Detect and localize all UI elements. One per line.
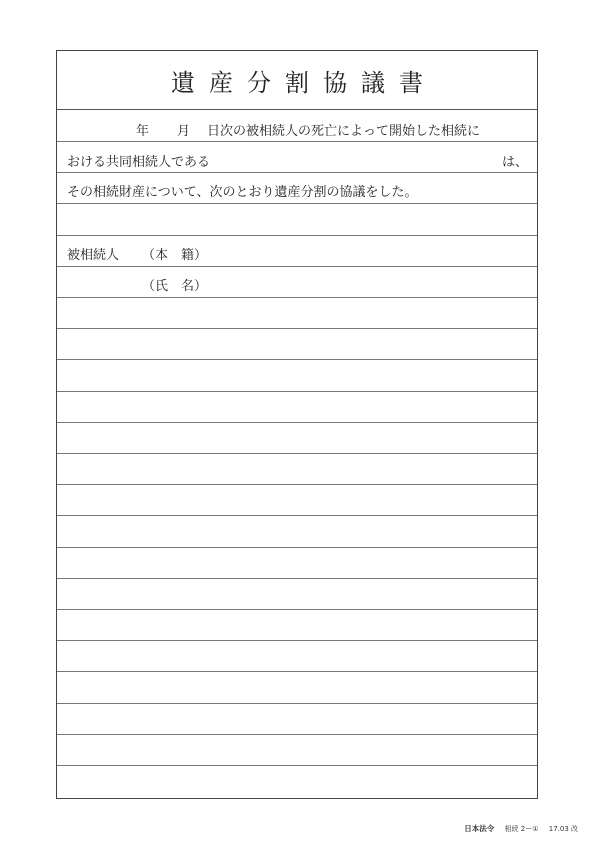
document-title: 遺産分割協議書 [171,69,437,97]
writing-rule [57,453,537,454]
writing-rule [57,484,537,485]
writing-rule [57,141,537,142]
revision-label: 17.03 改 [548,825,578,833]
writing-rule [57,578,537,579]
writing-rule [57,515,537,516]
writing-rule [57,203,537,204]
line-2-end: は、 [502,155,529,170]
line-3-text: その相続財産について、次のとおり遺産分割の協議をした。 [67,185,418,200]
writing-rule [57,328,537,329]
line-1-text: 日次の被相続人の死亡によって開始した相続に [207,124,481,139]
form-code: 相続 2ー① [504,825,539,833]
writing-rule [57,422,537,423]
writing-rule [57,703,537,704]
writing-rule [57,640,537,641]
name-label: （氏 名） [142,279,208,294]
registered-domicile-label: （本 籍） [142,248,208,263]
writing-rule [57,391,537,392]
month-label: 月 [177,124,191,139]
writing-rule [57,765,537,766]
writing-rule [57,609,537,610]
writing-rule [57,547,537,548]
writing-rule [57,266,537,267]
title-box [57,51,537,110]
writing-rule [57,235,537,236]
decedent-label: 被相続人 [67,248,120,263]
year-label: 年 [136,124,150,139]
writing-rule [57,671,537,672]
publisher-brand: 日本法令 [464,824,495,833]
writing-rule [57,172,537,173]
inheritance-agreement-form [56,50,538,799]
form-footer [464,823,578,834]
writing-rule [57,359,537,360]
line-2-text: おける共同相続人である [67,155,211,170]
writing-rule [57,297,537,298]
writing-rule [57,734,537,735]
